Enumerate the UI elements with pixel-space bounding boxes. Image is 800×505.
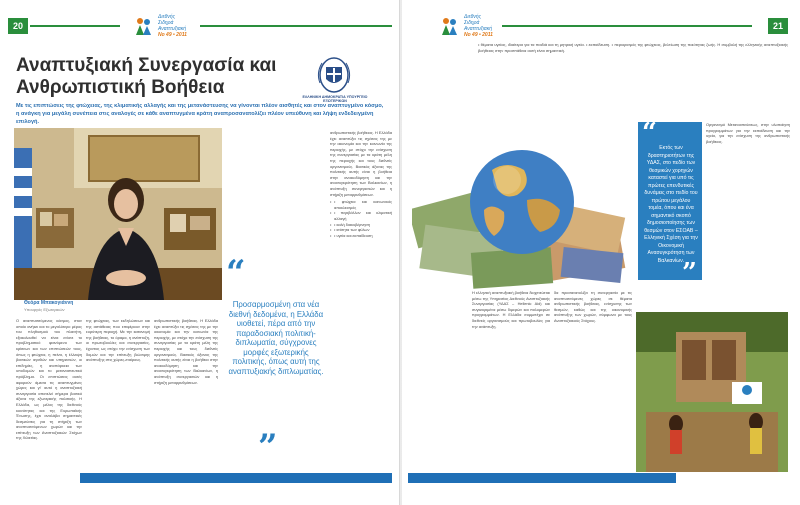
- brand-left: [132, 14, 187, 38]
- body-col1-text: Ο αναπτυσσόμενος κόσμος, στον οποίο ανήκει και το μεγαλύτερο μέρος του πληθυσμού του πλανήτη, εξακολουθεί να είναι ενίοτε το προβληματικό φαινόμενο των κρίσεων και των επιπτώσεών τους, όπως η φτώχεια, η πείνα, η έλλειψη βασικών αγαθών και υπηρεσιών, οι επιδημίες, η ανεπάρκεια των υποδομών και το μεταναστευτικό πρόβλημα. Οι επιπτώσεις αυτές αφορούν άμεσα τις αναπτυγμένες χώρες και γι' αυτό η αναπτυξιακή συνεργασία αποτελεί σήμερα βασικό άξονα της εξωτερικής πολιτικής. Η Ελλάδα, ως μέλος της διεθνούς κοινότητας και της Ευρωπαϊκής Ένωσης, έχει αναλάβει σημαντικές δεσμεύσεις για τη στήριξη των αναπτυσσόμενων χωρών και την επίτευξη των Αναπτυξιακών Στόχων της Χιλιετίας.: [16, 318, 82, 441]
- brand-line1: Διεθνής: [158, 14, 176, 20]
- brand-logo-icon: [132, 15, 154, 37]
- greek-crest-icon: [306, 55, 362, 97]
- focus-item: • • φτώχεια και κοινωνικός αποκλεισμός: [330, 199, 392, 210]
- photo-caption-name: Θεόρα Μπακογιάννη: [24, 300, 74, 306]
- brand-line3: Αναπτυξιακή: [158, 26, 187, 32]
- brand-line2: Σιδηρά: [464, 20, 480, 26]
- globe-money-photo: [412, 140, 634, 290]
- brand-right: [438, 14, 493, 38]
- page-number-right: 21: [768, 18, 788, 34]
- brand-text: [158, 14, 187, 38]
- body-column-1: [16, 318, 82, 470]
- quote-close-right-icon: ”: [682, 258, 697, 288]
- right-col3-text: Οργανισμό Μεταναστεύσεως, στην υλοποίηση προγραμμάτων για την εκπαίδευση και την υγεία, για την ενίσχυση της ανθρωπιστικής βοήθειας.: [706, 122, 790, 144]
- brand-line3: Αναπτυξιακή: [464, 26, 493, 32]
- article-lead: Με τις επιπτώσεις της φτώχειας, της κλιματικής αλλαγής και της μετανάστευσης να γίνονται πλέον αισθητές και στον αναπτυγμένο κόσμο, η ανάγκη για μεγάλη συνέπεια στις αναλογές σε κάθε αναπτυγμένα κράτη αναπροσανατολίζει πλέον υπεύθυνη και λήψη ενδεδειγμένη επιλογή.: [16, 103, 384, 125]
- body-col4-text: ανθρωπιστικής βοήθειας. Η Ελλάδα έχει αναπτύξει τις σχέσεις της με την οικονομία και την κοινωνία της περιοχής, με στόχο την ενίσχυση της συνεργασίας με τα κράτη μέλη της περιοχής και τους διεθνείς οργανισμούς. Βασικός άξονας της πολιτικής αυτής είναι η βοήθεια στην ανοικοδόμηση και την ανασυγκρότηση των Βαλκανίων, η ανάπτυξη συνεργασιών και η στήριξη μεταρρυθμίσεων.: [330, 130, 392, 197]
- footer-bar-left: [80, 473, 392, 483]
- right-body-column-3: [706, 122, 790, 302]
- right-page: [402, 0, 800, 505]
- body-column-2: [86, 318, 150, 470]
- header-rule-left: [30, 25, 120, 27]
- body-column-4: [330, 130, 392, 470]
- right-body-column-1: [472, 290, 550, 470]
- brand-line2: Σιδηρά: [158, 20, 174, 26]
- pullquote-right: Εκτός των δραστηριοτήτων της ΥΔΑΣ, στο πεδίο των θεσμικών χορηγών καταστεί για υπό τις πρώτες επενδυτικές δυνάμεις στο πεδίο του πρώτου μεγάλου τομέα, όπου και ένα σημαντικό σκοπό δημοσιοποίησης των θεσμών στον ΕΣΟΑΒ – Ελληνική Σχέση για την Οικονομική Ανασυγκρότηση των Βαλκανίων.: [644, 145, 698, 264]
- quote-open-left-icon: “: [226, 253, 246, 293]
- crest-caption: ΕΛΛΗΝΙΚΗ ΔΗΜΟΚΡΑΤΙΑ ΥΠΟΥΡΓΕΙΟ ΕΞΩΤΕΡΙΚΩΝ: [302, 95, 368, 103]
- quote-close-left-icon: ”: [258, 427, 278, 467]
- photo-caption-role: Υπουργός Εξωτερικών: [24, 307, 65, 312]
- quote-open-right-icon: “: [642, 118, 657, 148]
- brand-tag: Nο 49 • 2011: [158, 32, 187, 38]
- focus-list: [330, 199, 392, 238]
- right-body-column-2: [554, 290, 632, 470]
- minister-photo: [14, 128, 222, 300]
- page-number-left: 20: [8, 18, 28, 34]
- body-col3-text: ανθρωπιστικής βοήθειας. Η Ελλάδα έχει αναπτύξει τις σχέσεις της με την οικονομία και την κοινωνία της περιοχής, με στόχο την ενίσχυση της συνεργασίας με τα κράτη μέλη της περιοχής και τους διεθνείς οργανισμούς. Βασικός άξονας της πολιτικής αυτής είναι η βοήθεια στην ανοικοδόμηση και την ανασυγκρότηση των Βαλκανίων, η ανάπτυξη συνεργασιών και η στήριξη μεταρρυθμίσεων.: [154, 318, 218, 385]
- header-rule-right: [502, 25, 752, 27]
- right-col1-text: Η ελληνική αναπτυξιακή βοήθεια διοχετεύεται μέσω της Υπηρεσίας Διεθνούς Αναπτυξιακής Συνεργασίας (ΥΔΑΣ – Hellenic Aid) και συγκεκριμένα μέσω διμερών και πολυμερών προγραμμάτων. Η Ελλάδα συμμετέχει σε διεθνείς οργανισμούς και πρωτοβουλίες για την ανάπτυξη.: [472, 290, 550, 329]
- right-col2-text: δα προσανατολίζει τη συνεργασία με τις αναπτυσσόμενες χώρες σε θέματα ανθρωπιστικής βοήθειας, ενίσχυσης των θεσμών, καθώς και της οικονομικής ανάπτυξης των χωρών, σύμφωνα με τους Αναπτυξιακούς Στόχους.: [554, 290, 632, 323]
- focus-item: • • περιβάλλον και κλιματική αλλαγή: [330, 210, 392, 221]
- header-rule-left-2: [200, 25, 392, 27]
- brand-tag: Nο 49 • 2011: [464, 32, 493, 38]
- focus-item: • • ισότητα των φύλων: [330, 227, 392, 233]
- brand-line1: Διεθνής: [464, 14, 482, 20]
- right-intro-text: [478, 42, 788, 122]
- right-intro-paragraph: • θέματα υγείας, ιδιαίτερα για τα παιδιά και τη μητρική υγεία. • εκπαίδευση. • περιορισμός της φτώχειας, βελτίωση της ποιότητας ζωής. Η συμβολή της ελληνικής αναπτυξιακής βοήθειας στην προσπάθεια αυτή είναι σημαντική.: [478, 42, 788, 53]
- brand-logo-icon: [438, 15, 460, 37]
- field-aid-photo: [636, 312, 788, 472]
- body-col2-text: της φτώχειας, των εκδηλώσεων και της αστάθειας που επιφέρουν στην ευρύτερη περιοχή. Με την κατανομή της βοήθειας, το όραμα, η ανάπτυξη, οι πρωτοβουλίες και συνεργασίες, έχοντας ως στόχο την ενίσχυση των δομών και την επίτευξη βιώσιμης ανάπτυξης στις χώρες-εταίρους.: [86, 318, 150, 363]
- body-column-3: [154, 318, 218, 470]
- pullquote-left: Προσαρμοσμένη στα νέα διεθνή δεδομένα, η Ελλάδα υιοθετεί, πέρα από την παραδοσιακή πολιτική-διπλωματία, σύγχρονες μορφές εξωτερικής πολιτικής, όπως αυτή της αναπτυξιακής διπλωματίας.: [228, 300, 324, 376]
- focus-item: • • υγεία και εκπαίδευση: [330, 233, 392, 239]
- footer-bar-right: [408, 473, 676, 483]
- focus-item: • • καλή διακυβέρνηση: [330, 222, 392, 228]
- brand-text: [464, 14, 493, 38]
- article-title: Αναπτυξιακή Συνεργασία και Ανθρωπιστική Βοήθεια: [16, 55, 277, 98]
